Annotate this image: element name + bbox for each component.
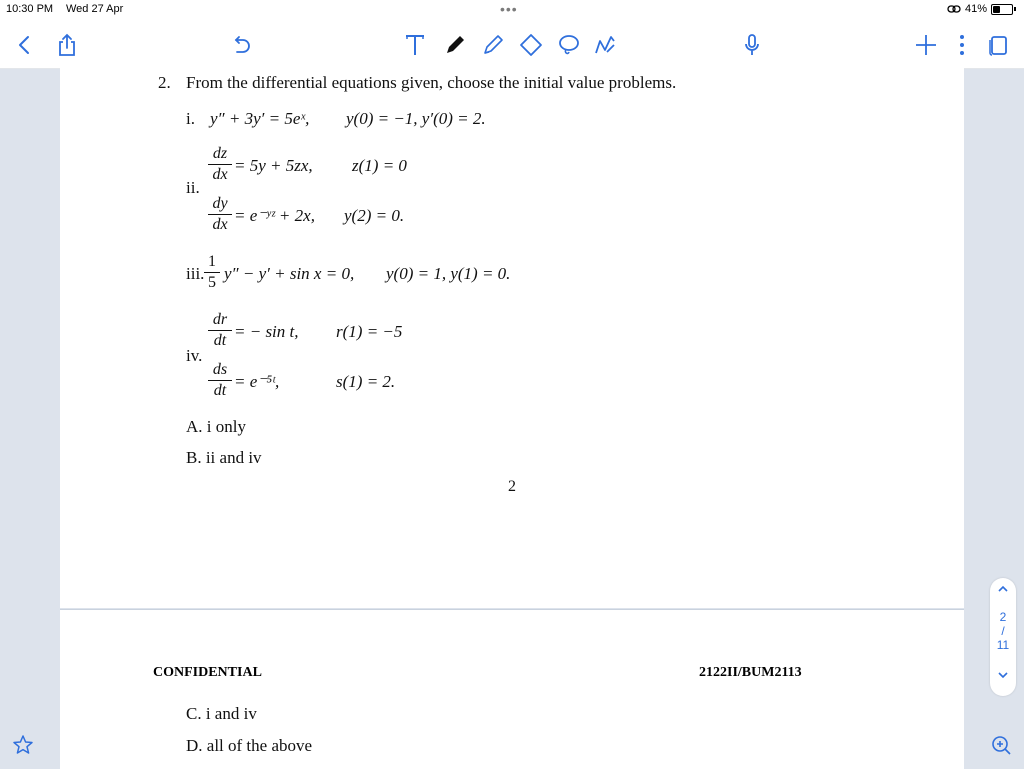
- option-d: D. all of the above: [186, 736, 313, 755]
- status-bar: [0, 0, 1024, 22]
- status-time: 10:30 PM: [6, 3, 54, 15]
- option-c: C. i and iv: [186, 704, 257, 723]
- status-date: Wed 27 Apr: [66, 3, 124, 15]
- microphone-icon: [739, 32, 765, 58]
- star-icon: [11, 733, 35, 757]
- item-iv-fraction-1: dr dt: [206, 310, 234, 351]
- item-iii-equation: y″ − y′ + sin x = 0,: [224, 264, 355, 283]
- current-page: 2: [999, 610, 1007, 624]
- pages-icon: [985, 32, 1011, 58]
- item-ii-equation-1: = 5y + 5zx,: [234, 156, 313, 175]
- page-down-icon[interactable]: [990, 668, 1016, 686]
- eraser-button[interactable]: [516, 30, 546, 60]
- item-ii-condition-1: z(1) = 0: [352, 156, 407, 175]
- lasso-button[interactable]: [554, 30, 584, 60]
- item-iii-label: iii.: [186, 264, 205, 283]
- item-i-label: i.: [186, 109, 195, 128]
- toolbar: [0, 22, 1024, 69]
- total-pages: 11: [996, 638, 1010, 652]
- pen-button[interactable]: [440, 30, 470, 60]
- page-number: 2: [508, 478, 516, 495]
- zoom-button[interactable]: [986, 730, 1016, 760]
- footer-course-code: 2122II/BUM2113: [699, 665, 802, 680]
- item-iii-condition: y(0) = 1, y(1) = 0.: [386, 264, 511, 283]
- text-tool-icon: [402, 32, 428, 58]
- item-iv-label: iv.: [186, 346, 203, 365]
- zoom-in-icon: [989, 733, 1013, 757]
- item-iv-equation-1: = − sin t,: [234, 322, 299, 341]
- highlighter-button[interactable]: [478, 30, 508, 60]
- item-iv-condition-1: r(1) = −5: [336, 322, 403, 341]
- text-tool-button[interactable]: [400, 30, 430, 60]
- link-icon: [947, 4, 961, 14]
- shapes-icon: [592, 32, 618, 58]
- pen-icon: [442, 32, 468, 58]
- undo-button[interactable]: [226, 30, 256, 60]
- battery-icon: [991, 4, 1013, 15]
- page-navigator: [990, 578, 1016, 696]
- page-up-icon[interactable]: [990, 578, 1016, 596]
- eraser-icon: [518, 32, 544, 58]
- item-ii-fraction-2: dy dx: [206, 194, 234, 235]
- question-text: From the differential equations given, choose the initial value problems.: [186, 73, 677, 92]
- item-iii-fraction: 1 5: [202, 252, 222, 293]
- add-icon: [913, 32, 939, 58]
- item-ii-condition-2: y(2) = 0.: [344, 206, 405, 225]
- item-i-equation: y″ + 3y′ = 5eˣ,: [210, 109, 310, 128]
- document-page[interactable]: [60, 68, 964, 608]
- highlighter-icon: [480, 32, 506, 58]
- favorite-button[interactable]: [8, 730, 38, 760]
- shapes-button[interactable]: [590, 30, 620, 60]
- more-button[interactable]: [947, 30, 977, 60]
- option-b: B. ii and iv: [186, 448, 262, 467]
- share-button[interactable]: [52, 30, 82, 60]
- back-button[interactable]: [10, 30, 40, 60]
- page-separator: /: [1001, 624, 1005, 638]
- footer-confidential: CONFIDENTIAL: [153, 665, 262, 680]
- microphone-button[interactable]: [737, 30, 767, 60]
- option-a: A. i only: [186, 417, 246, 436]
- more-icon: [949, 32, 975, 58]
- item-ii-equation-2: = e⁻ʸᶻ + 2x,: [234, 206, 315, 225]
- add-button[interactable]: [911, 30, 941, 60]
- share-icon: [54, 32, 80, 58]
- item-iv-condition-2: s(1) = 2.: [336, 372, 396, 391]
- question-number: 2.: [158, 73, 171, 92]
- document-page-next[interactable]: [60, 609, 964, 769]
- pages-button[interactable]: [983, 30, 1013, 60]
- item-iv-equation-2: = e⁻⁵ᵗ,: [234, 372, 280, 391]
- lasso-icon: [556, 32, 582, 58]
- undo-icon: [228, 32, 254, 58]
- status-right: [947, 3, 1016, 15]
- battery-percent: 41%: [964, 3, 987, 15]
- item-iv-fraction-2: ds dt: [206, 360, 234, 401]
- multitasking-dots[interactable]: •••: [500, 1, 518, 17]
- item-ii-fraction-1: dz dx: [206, 144, 234, 185]
- item-ii-label: ii.: [186, 178, 200, 197]
- back-icon: [12, 32, 38, 58]
- item-i-condition: y(0) = −1, y′(0) = 2.: [346, 109, 486, 128]
